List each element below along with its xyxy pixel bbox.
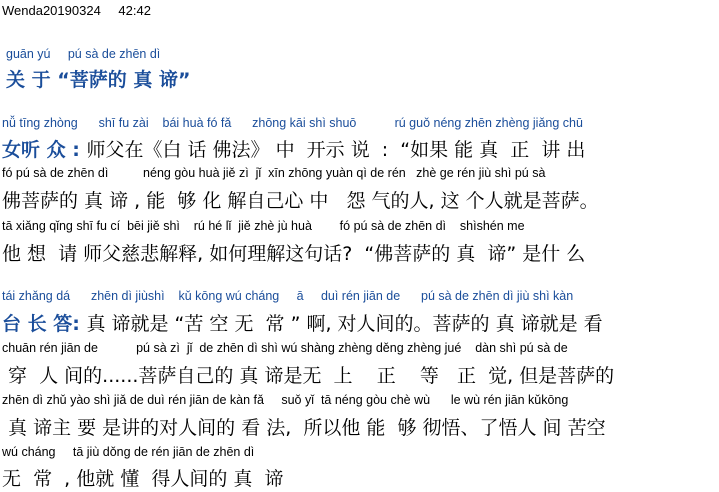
line-2-text: 佛菩萨的 真 谛 , 能 够 化 解自己心 中 怨 气的人, 这 个人就是菩萨。	[2, 190, 599, 212]
document-id: Wenda20190324	[2, 3, 101, 18]
line-3-text: 他 想 请 师父慈悲解释, 如何理解这句话? “佛菩萨的 真 谛” 是什 么	[2, 243, 586, 265]
line-2-pinyin: fó pú sà de zhēn dì néng gòu huà jiě zì jǐ xīn zhōng yuàn qì de rén zhè ge rén jiù shì pú sà	[2, 166, 546, 180]
line-7-pinyin: wú cháng tā jiù dǒng de rén jiān de zhēn dì	[2, 445, 255, 459]
timestamp: 42:42	[118, 3, 151, 18]
line-3-pinyin: tā xiǎng qǐng shī fu cí bēi jiě shì rú hé lǐ jiě zhè jù huà fó pú sà de zhēn dì shìshén me	[2, 219, 525, 233]
line-5-text: 穿 人 间的......菩萨自己的 真 谛是无 上 正 等 正 觉, 但是菩萨的	[2, 365, 615, 387]
line-6-pinyin: zhēn dì zhǔ yào shì jiǎ de duì rén jiān de kàn fǎ suǒ yǐ tā néng gòu chè wù le wù rén jiān kǔkōng	[2, 393, 569, 407]
speaker-label: 女听 众 :	[2, 139, 87, 161]
header	[2, 3, 151, 18]
line-4-text: 台 长 答: 真 谛就是 “苦 空 无 常 ” 啊, 对人间的。菩萨的 真 谛就是 看	[2, 313, 603, 335]
line-1-pinyin: nǚ tīng zhòng shī fu zài bái huà fó fǎ zhōng kāi shì shuō rú guǒ néng zhēn zhèng jiǎng chū	[2, 116, 583, 130]
line-5-pinyin: chuān rén jiān de pú sà zì jǐ de zhēn dì shì wú shàng zhèng děng zhèng jué dàn shì pú sà de	[2, 341, 568, 355]
speaker-label: 台 长 答:	[2, 313, 87, 335]
page-title: 关 于 “菩萨的 真 谛”	[6, 69, 191, 91]
title-pinyin: guān yú pú sà de zhēn dì	[6, 47, 161, 61]
line-6-text: 真 谛主 要 是讲的对人间的 看 法, 所以他 能 够 彻悟、了悟人 间 苦空	[2, 417, 606, 439]
line-7-text: 无 常 , 他就 懂 得人间的 真 谛	[2, 468, 284, 490]
line-4-pinyin: tái zhǎng dá zhēn dì jiùshì kǔ kōng wú cháng ā duì rén jiān de pú sà de zhēn dì jiù shì kàn	[2, 289, 574, 303]
line-1-text: 女听 众 : 师父在《白 话 佛法》 中 开示 说 : “如果 能 真 正 讲 出	[2, 139, 586, 161]
